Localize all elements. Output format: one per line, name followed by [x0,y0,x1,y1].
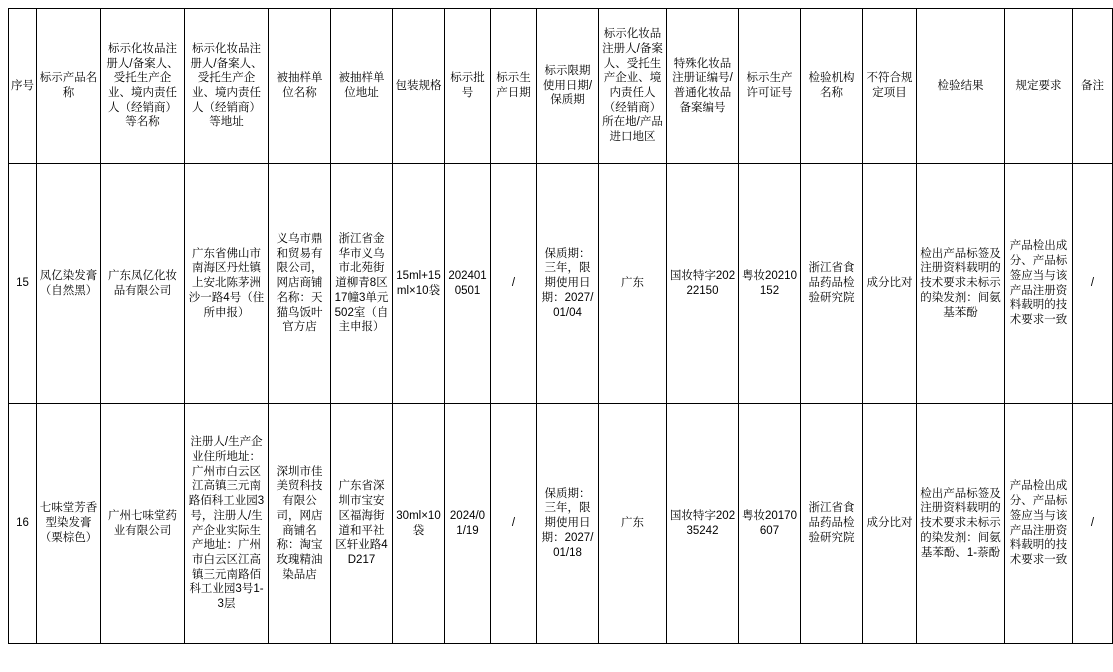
cell-index: 16 [9,404,37,644]
table-row [9,164,1113,404]
cell-registrant-name: 广州七味堂药业有限公司 [101,404,185,644]
header-sampled-unit-name: 被抽样单位名称 [269,9,331,164]
header-registration-number: 特殊化妆品注册证编号/普通化妆品备案编号 [667,9,739,164]
header-inspection-agency: 检验机构名称 [801,9,863,164]
cell-sampled-unit-address: 广东省深圳市宝安区福海街道和平社区轩业路4D217 [331,404,393,644]
header-production-date: 标示生产日期 [491,9,537,164]
cell-package-spec: 30ml×10袋 [393,404,445,644]
header-registrant-address: 标示化妆品注册人/备案人、受托生产企业、境内责任人（经销商）等地址 [185,9,269,164]
header-production-license: 标示生产许可证号 [739,9,801,164]
table-header-row [9,9,1113,164]
cell-product-name: 凤亿染发膏（自然黑） [37,164,101,404]
cell-production-date: / [491,164,537,404]
header-requirement: 规定要求 [1005,9,1073,164]
inspection-results-table [8,8,1113,644]
header-region: 标示化妆品注册人/备案人、受托生产企业、境内责任人（经销商）所在地/产品进口地区 [599,9,667,164]
cell-batch-number: 2024/01/19 [445,404,491,644]
cell-sampled-unit-name: 深圳市佳美贸科技有限公司，网店商铺名称：淘宝玫瑰精油染品店 [269,404,331,644]
cell-production-license: 粤妆20210152 [739,164,801,404]
cell-sampled-unit-name: 义乌市鼎和贸易有限公司，网店商铺名称：天猫鸟饭叶官方店 [269,164,331,404]
cell-noncompliant-item: 成分比对 [863,404,917,644]
cell-sampled-unit-address: 浙江省金华市义乌市北苑街道柳青8区17幢3单元502室（自主申报） [331,164,393,404]
header-noncompliant-item: 不符合规定项目 [863,9,917,164]
header-registrant-name: 标示化妆品注册人/备案人、受托生产企业、境内责任人（经销商）等名称 [101,9,185,164]
header-inspection-result: 检验结果 [917,9,1005,164]
cell-noncompliant-item: 成分比对 [863,164,917,404]
cell-batch-number: 2024010501 [445,164,491,404]
cell-registrant-address: 广东省佛山市南海区丹灶镇上安北陈茅洲沙一路4号（住所申报） [185,164,269,404]
cell-registrant-address: 注册人/生产企业住所地址：广州市白云区江高镇三元南路佰科工业园3号，注册人/生产企业实际生产地址：广州市白云区江高镇三元南路佰科工业园3号1-3层 [185,404,269,644]
cell-index: 15 [9,164,37,404]
header-sampled-unit-address: 被抽样单位地址 [331,9,393,164]
cell-package-spec: 15ml+15ml×10袋 [393,164,445,404]
header-product-name: 标示产品名称 [37,9,101,164]
cell-region: 广东 [599,404,667,644]
header-index: 序号 [9,9,37,164]
cell-requirement: 产品检出成分、产品标签应当与该产品注册资料载明的技术要求一致 [1005,404,1073,644]
header-remark: 备注 [1073,9,1113,164]
cell-inspection-result: 检出产品标签及注册资料载明的技术要求未标示的染发剂：间氨基苯酚、1-萘酚 [917,404,1005,644]
cell-inspection-result: 检出产品标签及注册资料载明的技术要求未标示的染发剂：间氨基苯酚 [917,164,1005,404]
cell-expiry-date: 保质期：三年，限期使用日期：2027/01/18 [537,404,599,644]
cell-expiry-date: 保质期：三年，限期使用日期：2027/01/04 [537,164,599,404]
cell-inspection-agency: 浙江省食品药品检验研究院 [801,404,863,644]
table-row [9,404,1113,644]
cell-region: 广东 [599,164,667,404]
cell-production-license: 粤妆20170607 [739,404,801,644]
cell-registration-number: 国妆特字20222150 [667,164,739,404]
cell-inspection-agency: 浙江省食品药品检验研究院 [801,164,863,404]
cell-remark: / [1073,404,1113,644]
header-package-spec: 包装规格 [393,9,445,164]
cell-production-date: / [491,404,537,644]
cell-requirement: 产品检出成分、产品标签应当与该产品注册资料载明的技术要求一致 [1005,164,1073,404]
cell-remark: / [1073,164,1113,404]
cell-registration-number: 国妆特字20235242 [667,404,739,644]
header-batch-number: 标示批号 [445,9,491,164]
cell-product-name: 七味堂芳香型染发膏（栗棕色） [37,404,101,644]
header-expiry-date: 标示限期使用日期/保质期 [537,9,599,164]
cell-registrant-name: 广东凤亿化妆品有限公司 [101,164,185,404]
